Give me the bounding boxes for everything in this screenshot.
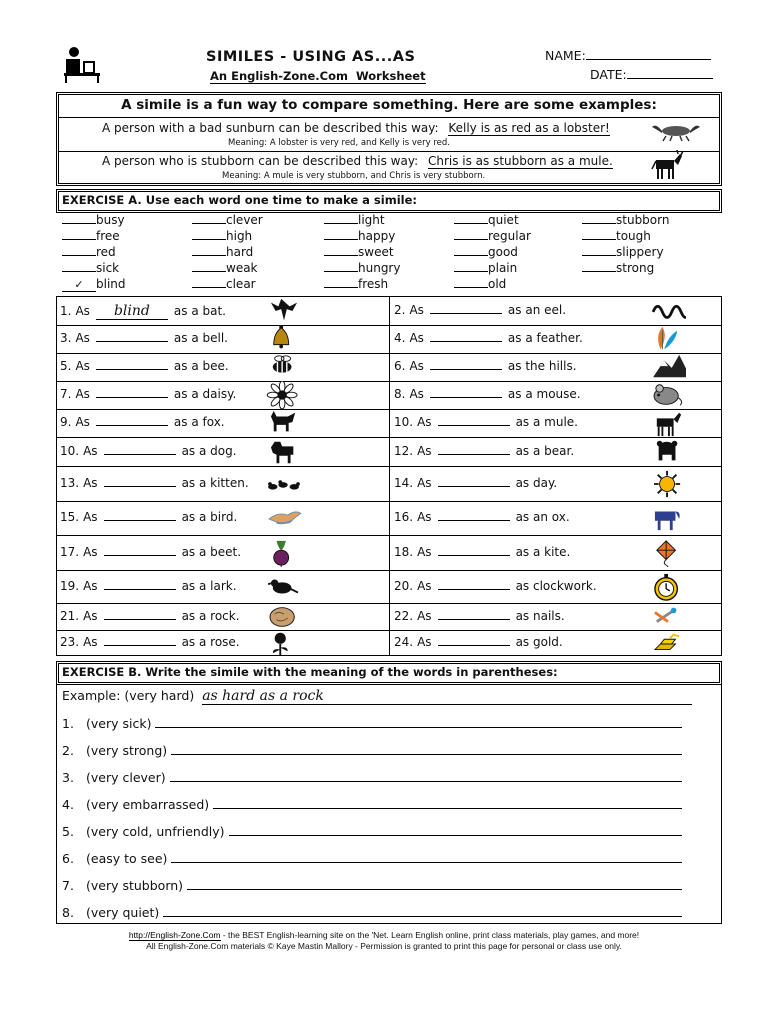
word-check-blank[interactable] [192, 271, 226, 272]
item-comparison: as a daisy. [173, 387, 237, 401]
answer-line[interactable] [170, 781, 682, 782]
answer-blank[interactable] [104, 555, 176, 556]
answer-line[interactable] [229, 835, 682, 836]
simile-item [60, 545, 241, 559]
mule-icon [650, 409, 686, 441]
date-field[interactable] [590, 67, 713, 82]
word-check-blank[interactable] [582, 239, 616, 240]
item-prompt: (very clever) [86, 770, 166, 785]
item-number: 2. [62, 743, 74, 758]
word-check-blank[interactable] [324, 223, 358, 224]
rose-icon [266, 629, 302, 661]
fox-icon [266, 409, 302, 441]
word-bank-item [582, 245, 664, 259]
answer-blank[interactable] [104, 589, 176, 590]
item-number: 16. [394, 510, 414, 524]
simile-item [394, 303, 566, 317]
item-prompt: (easy to see) [86, 851, 168, 866]
word-bank-item [582, 261, 654, 275]
table-row-divider [56, 381, 722, 382]
exercise-b-item [62, 770, 682, 785]
word-bank-item [192, 245, 253, 259]
word-bank-word: hungry [358, 261, 401, 275]
exercise-b-item [62, 851, 682, 866]
answer-line[interactable] [171, 754, 682, 755]
example-answer: as hard as a rock [202, 688, 692, 705]
item-prefix: As [417, 415, 432, 429]
table-row-divider [56, 535, 722, 536]
simile-item [60, 444, 237, 458]
word-bank-item [454, 277, 506, 291]
word-check-blank[interactable] [324, 239, 358, 240]
answer-blank[interactable] [438, 589, 510, 590]
bear-icon [650, 438, 686, 470]
intro-divider [58, 117, 720, 118]
answer-blank[interactable] [438, 454, 510, 455]
item-comparison: as a mouse. [507, 387, 581, 401]
item-number: 1. [60, 303, 72, 318]
item-prefix: As [83, 635, 98, 649]
kite-icon [650, 539, 686, 571]
simile-item [60, 387, 236, 401]
simile-item [394, 331, 583, 345]
simile-item [60, 359, 229, 373]
item-prefix: As [83, 544, 98, 559]
answer-blank[interactable] [96, 425, 168, 426]
intro-divider [58, 151, 720, 152]
item-prefix: As [83, 510, 98, 524]
item-number: 1. [62, 716, 74, 731]
simile-item [394, 387, 581, 401]
bat-icon [266, 297, 302, 329]
answer-line[interactable] [163, 916, 682, 917]
item-prompt: (very sick) [86, 716, 152, 731]
exercise-b-item [62, 797, 682, 812]
simile-item [60, 579, 237, 593]
item-number: 8. [394, 387, 406, 401]
item-prefix: As [409, 387, 424, 401]
exercise-b-item [62, 905, 682, 920]
word-check-blank[interactable] [192, 255, 226, 256]
item-prefix: As [417, 475, 432, 490]
word-bank-word: clever [226, 213, 263, 227]
intro-example [102, 121, 610, 135]
answer-line[interactable] [155, 727, 682, 728]
answer-blank[interactable] [430, 341, 502, 342]
item-comparison: as nails. [515, 608, 565, 623]
answer-blank[interactable] [438, 425, 510, 426]
eel-icon [650, 297, 686, 329]
table-row-divider [56, 603, 722, 604]
item-number: 15. [60, 510, 80, 524]
item-comparison: as a bat. [173, 303, 226, 318]
word-check-blank[interactable] [454, 223, 488, 224]
word-bank-item [582, 229, 651, 243]
word-check-blank[interactable] [454, 239, 488, 240]
word-check-blank[interactable] [192, 239, 226, 240]
word-bank-item [192, 261, 258, 275]
example-simile: Kelly is as red as a lobster! [448, 121, 610, 135]
answer-blank[interactable]: blind [96, 303, 168, 320]
exercise-b-example [62, 688, 692, 705]
item-number: 2. [394, 302, 406, 317]
answer-blank[interactable] [438, 619, 510, 620]
word-bank-item [324, 261, 400, 275]
exercise-b-item [62, 824, 682, 839]
answer-blank[interactable] [104, 454, 176, 455]
word-bank-item [62, 229, 120, 243]
table-row-divider [56, 630, 722, 631]
name-label: NAME: [545, 48, 586, 63]
item-prefix: As [75, 387, 90, 401]
simile-item [60, 635, 240, 649]
item-number: 19. [60, 578, 80, 593]
mule-icon [650, 150, 684, 180]
bird-icon [266, 504, 302, 536]
word-bank-word: tough [616, 229, 651, 243]
word-check-blank[interactable] [454, 271, 488, 272]
answer-blank[interactable] [438, 486, 510, 487]
item-prefix: As [409, 359, 424, 373]
word-check-blank[interactable] [454, 255, 488, 256]
word-bank-item [62, 261, 119, 275]
beet-icon [266, 539, 302, 571]
word-check-blank[interactable] [324, 271, 358, 272]
word-bank-word: happy [358, 229, 396, 243]
item-prompt: (very strong) [86, 743, 168, 758]
item-prefix: As [409, 331, 424, 345]
answer-blank[interactable] [96, 397, 168, 398]
word-bank-word: light [358, 213, 385, 227]
table-row-divider [56, 325, 722, 326]
ox-icon [650, 504, 686, 536]
gold-icon [650, 629, 686, 661]
word-bank-word: hard [226, 245, 254, 259]
answer-blank[interactable] [430, 369, 502, 370]
simile-item [394, 359, 577, 373]
item-comparison: as day. [515, 475, 558, 490]
word-check-blank[interactable] [582, 271, 616, 272]
item-number: 14. [394, 475, 414, 490]
answer-blank[interactable] [104, 619, 176, 620]
item-prefix: As [75, 331, 90, 345]
answer-line[interactable] [213, 808, 682, 809]
item-prefix: As [417, 608, 432, 623]
item-number: 10. [394, 415, 414, 429]
footer-copyright: All English-Zone.Com materials © Kaye Mastin Mallory - Permission is granted to print this page for personal or class use only. [146, 941, 622, 951]
table-row-divider [56, 570, 722, 571]
name-field[interactable] [545, 48, 711, 63]
worksheet-subtitle: An English-Zone.Com Worksheet [210, 69, 426, 83]
item-number: 22. [394, 608, 414, 623]
word-bank-word: weak [226, 261, 258, 275]
word-check-blank[interactable] [582, 223, 616, 224]
answer-blank[interactable] [104, 486, 176, 487]
word-bank-word: high [226, 229, 253, 243]
item-number: 9. [60, 415, 72, 429]
answer-blank[interactable] [438, 520, 510, 521]
word-bank-word: quiet [488, 213, 519, 227]
item-number: 4. [62, 797, 74, 812]
exercise-b-heading: EXERCISE B. Write the simile with the meaning of the words in parentheses: [62, 665, 558, 679]
exercise-a-heading: EXERCISE A. Use each word one time to make a simile: [62, 193, 417, 207]
simile-item [60, 415, 225, 429]
item-comparison: as a dog. [181, 443, 237, 458]
example-meaning: Meaning: A lobster is very red, and Kelly is very red. [228, 138, 450, 148]
item-prefix: As [83, 475, 98, 490]
example-simile: Chris is as stubborn as a mule. [427, 154, 613, 168]
word-check-blank[interactable] [582, 255, 616, 256]
item-number: 17. [60, 544, 80, 559]
item-number: 12. [394, 443, 414, 458]
item-number: 5. [62, 824, 74, 839]
word-bank-word: plain [488, 261, 518, 275]
word-bank-word: regular [488, 229, 531, 243]
word-bank-word: free [96, 229, 120, 243]
item-prefix: As [83, 578, 98, 593]
item-number: 7. [62, 878, 74, 893]
teacher-at-desk-icon [60, 44, 108, 84]
clock-icon [650, 573, 686, 605]
item-comparison: as gold. [515, 635, 563, 649]
footer-line1: - the BEST English-learning site on the 'Net. Learn English online, print class materials, play games, and more! [220, 930, 640, 940]
table-row-divider [56, 466, 722, 467]
simile-item [60, 609, 240, 623]
word-bank-word: strong [616, 261, 655, 275]
word-bank-item [192, 213, 263, 227]
item-number: 6. [394, 359, 406, 373]
word-check-blank[interactable] [324, 255, 358, 256]
example-meaning: Meaning: A mule is very stubborn, and Chris is very stubborn. [222, 171, 486, 181]
answer-blank[interactable] [104, 520, 176, 521]
footer [0, 930, 768, 952]
item-comparison: as a bee. [173, 359, 229, 373]
table-row-divider [56, 409, 722, 410]
word-check-blank[interactable] [62, 271, 96, 272]
item-comparison: as clockwork. [515, 578, 597, 593]
answer-blank[interactable] [430, 397, 502, 398]
footer-link[interactable]: http://English-Zone.Com [128, 930, 221, 940]
lark-icon [266, 573, 302, 605]
item-comparison: as a mule. [515, 415, 578, 429]
item-number: 8. [62, 905, 74, 920]
word-bank-item [454, 261, 517, 275]
simile-item [394, 545, 570, 559]
word-check-blank[interactable] [192, 223, 226, 224]
item-number: 21. [60, 608, 80, 623]
item-prompt: (very cold, unfriendly) [86, 824, 225, 839]
simile-item [60, 303, 226, 320]
word-bank-item [324, 277, 388, 291]
simile-item [394, 510, 570, 524]
simile-item [394, 609, 565, 623]
answer-line[interactable] [171, 862, 682, 863]
word-bank-item [62, 213, 125, 227]
answer-blank[interactable] [438, 555, 510, 556]
item-prefix: As [83, 608, 98, 623]
simile-item [394, 635, 563, 649]
word-bank-word: fresh [358, 277, 389, 291]
simile-item [394, 579, 597, 593]
word-bank-word: slippery [616, 245, 664, 259]
word-check-blank[interactable] [62, 239, 96, 240]
word-bank-word: busy [96, 213, 125, 227]
table-row-divider [56, 501, 722, 502]
word-bank-item [192, 229, 252, 243]
word-bank-word: blind [96, 277, 126, 291]
simile-item [394, 415, 578, 429]
item-comparison: as an ox. [515, 510, 570, 524]
answer-line[interactable] [187, 889, 682, 890]
item-prefix: As [409, 302, 424, 317]
item-comparison: as a bird. [181, 510, 238, 524]
item-comparison: as an eel. [507, 302, 567, 317]
kittens-icon [266, 470, 302, 502]
example-label: Example: (very hard) [62, 688, 195, 703]
sun-icon [650, 470, 686, 502]
item-prefix: As [75, 415, 90, 429]
exercise-b-item [62, 743, 682, 758]
example-sentence: A person who is stubborn can be described this way: [102, 154, 419, 168]
word-bank-word: good [488, 245, 518, 259]
item-prefix: As [417, 578, 432, 593]
item-comparison: as a kite. [515, 544, 571, 559]
word-bank-item [62, 277, 126, 292]
table-row-divider [56, 437, 722, 438]
item-prompt: (very quiet) [86, 905, 160, 920]
word-bank-word: red [96, 245, 116, 259]
word-bank-item [324, 245, 394, 259]
item-comparison: as a rose. [181, 635, 240, 649]
example-sentence: A person with a bad sunburn can be described this way: [102, 121, 439, 135]
intro-heading: A simile is a fun way to compare something. Here are some examples: [121, 97, 657, 113]
item-comparison: as a kitten. [181, 475, 249, 490]
item-number: 13. [60, 475, 80, 490]
answer-blank[interactable] [430, 313, 502, 314]
item-prompt: (very stubborn) [86, 878, 184, 893]
item-number: 3. [62, 770, 74, 785]
intro-example [102, 154, 613, 168]
word-bank-item [62, 245, 116, 259]
date-label: DATE: [590, 67, 627, 82]
item-comparison: as a bear. [515, 443, 575, 458]
item-number: 24. [394, 635, 414, 649]
item-number: 18. [394, 544, 414, 559]
answer-blank[interactable] [96, 341, 168, 342]
item-number: 10. [60, 443, 80, 458]
word-check-blank[interactable] [62, 255, 96, 256]
item-number: 23. [60, 635, 80, 649]
dog-icon [266, 438, 302, 470]
item-comparison: as a rock. [181, 608, 240, 623]
word-bank-word: clear [226, 277, 256, 291]
item-comparison: as the hills. [507, 359, 577, 373]
item-prefix: As [75, 303, 90, 318]
word-bank-item [454, 245, 518, 259]
exercise-b-item [62, 878, 682, 893]
item-prefix: As [417, 544, 432, 559]
word-bank-item [192, 277, 256, 291]
word-bank-item [324, 229, 395, 243]
word-check-blank[interactable] [62, 223, 96, 224]
simile-item [394, 476, 557, 490]
item-prefix: As [75, 359, 90, 373]
simile-item [394, 444, 574, 458]
item-prefix: As [83, 443, 98, 458]
item-number: 6. [62, 851, 74, 866]
word-bank-word: stubborn [616, 213, 670, 227]
word-check-blank[interactable]: ✓ [62, 278, 96, 292]
item-comparison: as a beet. [181, 544, 242, 559]
word-bank-word: sick [96, 261, 120, 275]
simile-item [60, 331, 228, 345]
item-prefix: As [417, 635, 432, 649]
answer-blank[interactable] [96, 369, 168, 370]
lobster-icon [650, 118, 702, 142]
item-number: 5. [60, 359, 72, 373]
item-number: 20. [394, 578, 414, 593]
item-prompt: (very embarrassed) [86, 797, 210, 812]
answer-blank[interactable] [438, 645, 510, 646]
simile-item [60, 476, 249, 490]
table-row-divider [56, 353, 722, 354]
word-bank-item [454, 229, 531, 243]
item-prefix: As [417, 510, 432, 524]
word-bank-word: sweet [358, 245, 394, 259]
worksheet-title: SIMILES - USING AS...AS [206, 49, 416, 65]
item-comparison: as a fox. [173, 415, 225, 429]
word-check-blank[interactable] [454, 287, 488, 288]
item-number: 4. [394, 331, 406, 345]
word-check-blank[interactable] [192, 287, 226, 288]
answer-blank[interactable] [104, 645, 176, 646]
word-bank-item [324, 213, 385, 227]
table-column-divider [389, 296, 390, 656]
item-number: 3. [60, 331, 72, 345]
word-bank-word: old [488, 277, 507, 291]
exercise-b-item [62, 716, 682, 731]
item-comparison: as a lark. [181, 578, 237, 593]
simile-item [60, 510, 237, 524]
item-comparison: as a feather. [507, 331, 583, 345]
item-prefix: As [417, 443, 432, 458]
word-bank-item [582, 213, 669, 227]
item-comparison: as a bell. [173, 331, 228, 345]
item-number: 7. [60, 387, 72, 401]
word-bank-item [454, 213, 519, 227]
word-check-blank[interactable] [324, 287, 358, 288]
